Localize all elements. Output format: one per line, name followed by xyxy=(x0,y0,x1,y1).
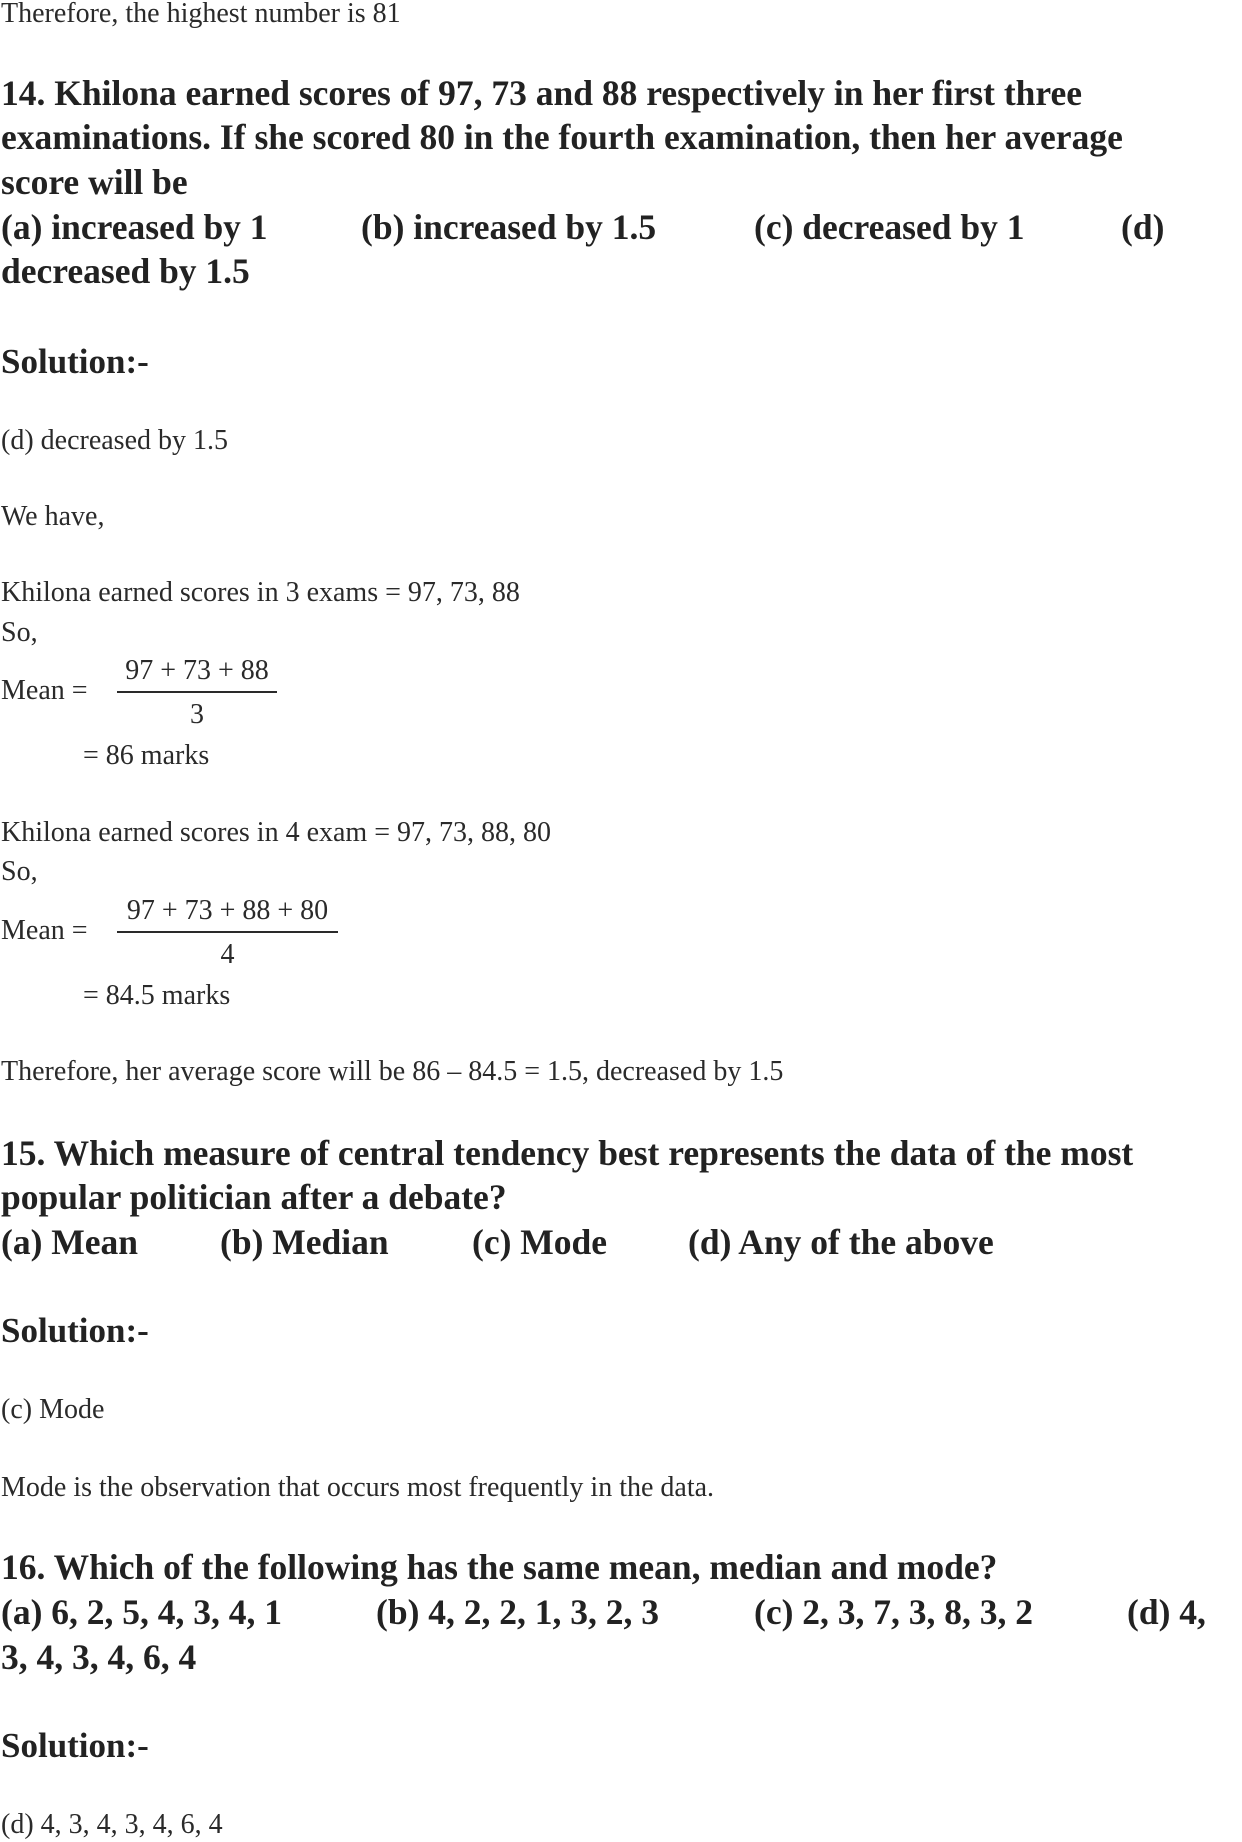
option-c: (c) Mode xyxy=(472,1222,608,1262)
option-d: (d) xyxy=(1121,207,1165,247)
mean-result: = 84.5 marks xyxy=(83,980,231,1011)
fraction-numerator: 97 + 73 + 88 + 80 xyxy=(126,895,329,926)
question-text-line: 16. Which of the following has the same mean, median and mode? xyxy=(1,1547,998,1587)
question-text-line: 15. Which measure of central tendency best represents the data of the most xyxy=(1,1133,1134,1173)
options-row xyxy=(1,1592,1206,1632)
solution-heading: Solution:- xyxy=(1,342,149,381)
options-row xyxy=(1,207,1165,247)
fraction-denominator: 3 xyxy=(190,699,204,730)
options-row xyxy=(1,1222,994,1262)
solution-text: So, xyxy=(1,617,38,648)
option-c: (c) 2, 3, 7, 3, 8, 3, 2 xyxy=(754,1592,1034,1632)
solution-answer: (c) Mode xyxy=(1,1394,105,1425)
solution-text: Mode is the observation that occurs most frequently in the data. xyxy=(1,1472,715,1503)
fraction-denominator: 4 xyxy=(220,939,235,970)
option-b: (b) increased by 1.5 xyxy=(361,207,657,247)
question-text-line: 14. Khilona earned scores of 97, 73 and 88 respectively in her first three xyxy=(1,73,1083,113)
option-d: (d) Any of the above xyxy=(688,1222,994,1262)
solution-answer: (d) 4, 3, 4, 3, 4, 6, 4 xyxy=(1,1809,223,1840)
solution-answer: (d) decreased by 1.5 xyxy=(1,425,229,456)
option-b: (b) Median xyxy=(220,1222,389,1262)
mean-result: = 86 marks xyxy=(83,740,210,771)
solution-heading: Solution:- xyxy=(1,1726,149,1765)
fraction xyxy=(117,657,277,729)
option-a: (a) 6, 2, 5, 4, 3, 4, 1 xyxy=(1,1592,283,1632)
option-a: (a) Mean xyxy=(1,1222,139,1262)
fraction xyxy=(117,897,338,969)
fraction-bar xyxy=(117,691,277,693)
option-d-continued: decreased by 1.5 xyxy=(1,251,250,291)
previous-conclusion: Therefore, the highest number is 81 xyxy=(1,0,401,29)
question-text-line: score will be xyxy=(1,162,188,202)
fraction-numerator: 97 + 73 + 88 xyxy=(125,655,269,686)
option-c: (c) decreased by 1 xyxy=(754,207,1025,247)
fraction-bar xyxy=(117,931,338,933)
mean-label: Mean = xyxy=(1,675,88,706)
solution-text: Khilona earned scores in 4 exam = 97, 73, 88, 80 xyxy=(1,817,551,848)
solution-conclusion: Therefore, her average score will be 86 – 84.5 = 1.5, decreased by 1.5 xyxy=(1,1056,784,1087)
mean-label: Mean = xyxy=(1,915,88,946)
solution-text: So, xyxy=(1,856,38,887)
option-d: (d) 4, xyxy=(1127,1592,1206,1632)
solution-text: We have, xyxy=(1,501,105,532)
question-text-line: popular politician after a debate? xyxy=(1,1177,507,1217)
solution-heading: Solution:- xyxy=(1,1311,149,1350)
option-b: (b) 4, 2, 2, 1, 3, 2, 3 xyxy=(376,1592,660,1632)
option-d-continued: 3, 4, 3, 4, 6, 4 xyxy=(1,1637,197,1677)
solution-text: Khilona earned scores in 3 exams = 97, 73, 88 xyxy=(1,577,520,608)
option-a: (a) increased by 1 xyxy=(1,207,268,247)
question-text-line: examinations. If she scored 80 in the fourth examination, then her average xyxy=(1,117,1123,157)
